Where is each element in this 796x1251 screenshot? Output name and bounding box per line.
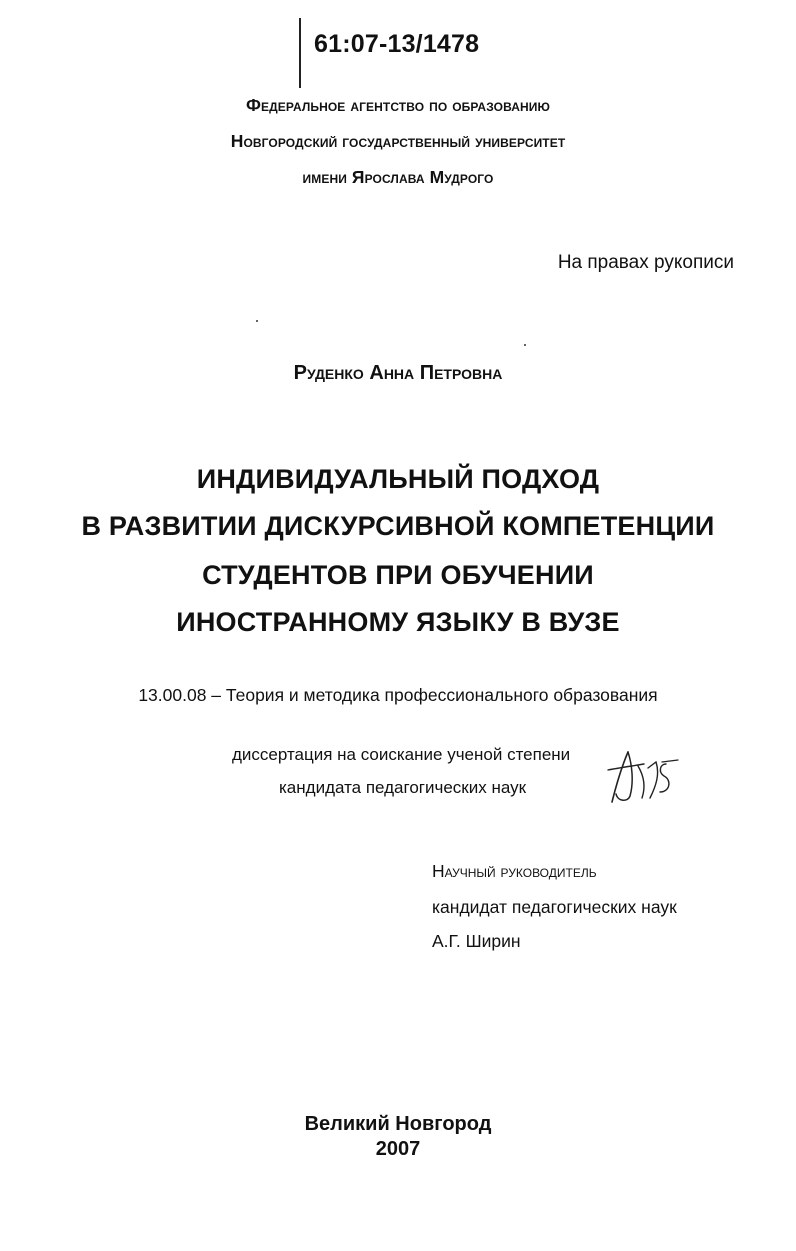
supervisor-name: А.Г. Ширин	[432, 931, 521, 951]
year: 2007	[375, 1138, 421, 1160]
title-line-2: В РАЗВИТИИ ДИСКУРСИВНОЙ КОМПЕТЕНЦИИ	[81, 511, 715, 541]
title-line-3: СТУДЕНТОВ ПРИ ОБУЧЕНИИ	[202, 560, 594, 590]
call-number: 61:07-13/1478	[314, 30, 480, 58]
supervisor-degree: кандидат педагогических наук	[432, 897, 677, 917]
title-line-4: ИНОСТРАННОМУ ЯЗЫКУ В ВУЗЕ	[176, 607, 620, 637]
degree-line-2: кандидата педагогических наук	[279, 778, 527, 797]
org-line-3: имени Ярослава Мудрого	[302, 167, 494, 187]
specialty-code: 13.00.08 – Теория и методика профессионального образования	[138, 685, 658, 705]
degree-line-1: диссертация на соискание ученой степени	[232, 745, 571, 764]
org-line-1: Федеральное агентство по образованию	[246, 95, 550, 115]
call-number-rule	[299, 18, 301, 88]
org-line-2: Новгородский государственный университет	[230, 131, 566, 151]
rights-note: На правах рукописи	[557, 252, 734, 273]
scan-speck	[524, 344, 526, 346]
scan-speck	[256, 320, 258, 322]
city: Великий Новгород	[304, 1113, 492, 1135]
handwritten-signature	[604, 746, 684, 806]
supervisor-label: Научный руководитель	[432, 861, 597, 881]
author-name: Руденко Анна Петровна	[293, 362, 503, 384]
title-line-1: ИНДИВИДУАЛЬНЫЙ ПОДХОД	[196, 464, 600, 494]
